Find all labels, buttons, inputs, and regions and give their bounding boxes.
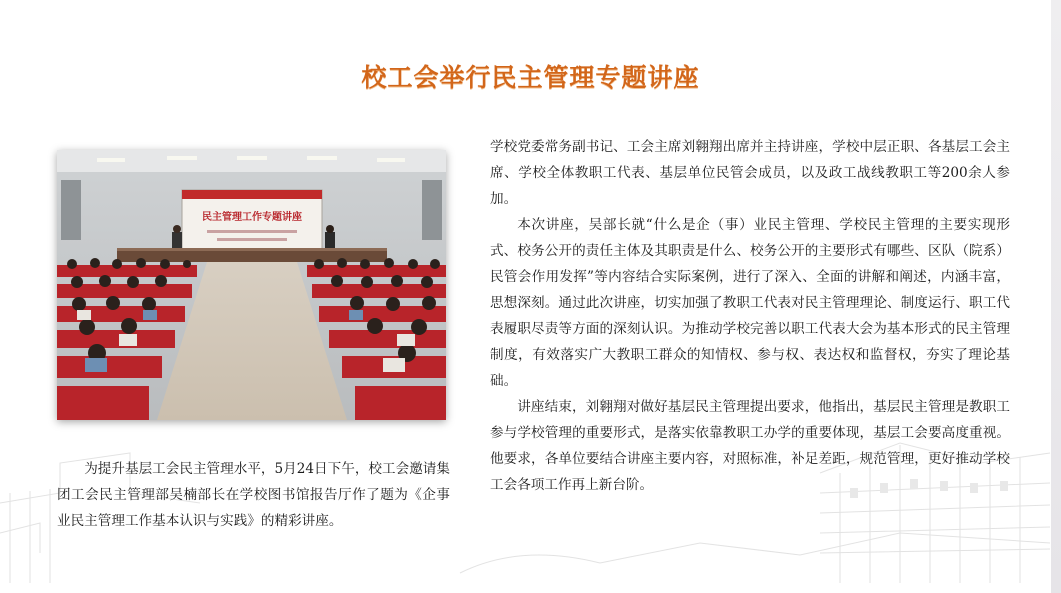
page-title: 校工会举行民主管理专题讲座	[361, 63, 700, 92]
article-body	[490, 134, 1010, 498]
slide-title: 民主管理工作专题讲座	[202, 212, 302, 223]
paragraph-3: 讲座结束，刘翱翔对做好基层民主管理提出要求，他指出，基层民主管理是教职工参与学校管理的重要形式，是落实依靠教职工办学的重要体现，基层工会要高度重视。他要求，各单位要结合讲座主要内容，对照标准，补足差距，规范管理，更好推动学校工会各项工作再上新台阶。	[490, 399, 1010, 493]
paragraph-2: 本次讲座，吴部长就“什么是企（事）业民主管理、学校民主管理的主要实现形式、校务公开的责任主体及其职责是什么、校务公开的主要形式有哪些、区队（院系）民管会作用发挥”等内容结合实际案例，进行了深入、全面的讲解和阐述，内涵丰富，思想深刻。通过此次讲座，切实加强了教职工代表对民主管理理论、制度运行、职工代表履职尽责等方面的深刻认识。为推动学校完善以职工代表大会为基本形式的民主管理制度，有效落实广大教职工群众的知情权、参与权、表达权和监督权，夯实了理论基础。	[490, 217, 1010, 389]
lecture-photo	[57, 150, 446, 420]
caption-paragraph: 为提升基层工会民主管理水平，5月24日下午，校工会邀请集团工会民主管理部吴楠部长在学校图书馆报告厅作了题为《企事业民主管理工作基本认识与实践》的精彩讲座。	[57, 461, 450, 529]
paragraph-1: 学校党委常务副书记、工会主席刘翱翔出席并主持讲座，学校中层正职、各基层工会主席、学校全体教职工代表、基层单位民管会成员，以及政工战线教职工等200余人参加。	[490, 139, 1010, 207]
photo-caption	[57, 456, 450, 534]
